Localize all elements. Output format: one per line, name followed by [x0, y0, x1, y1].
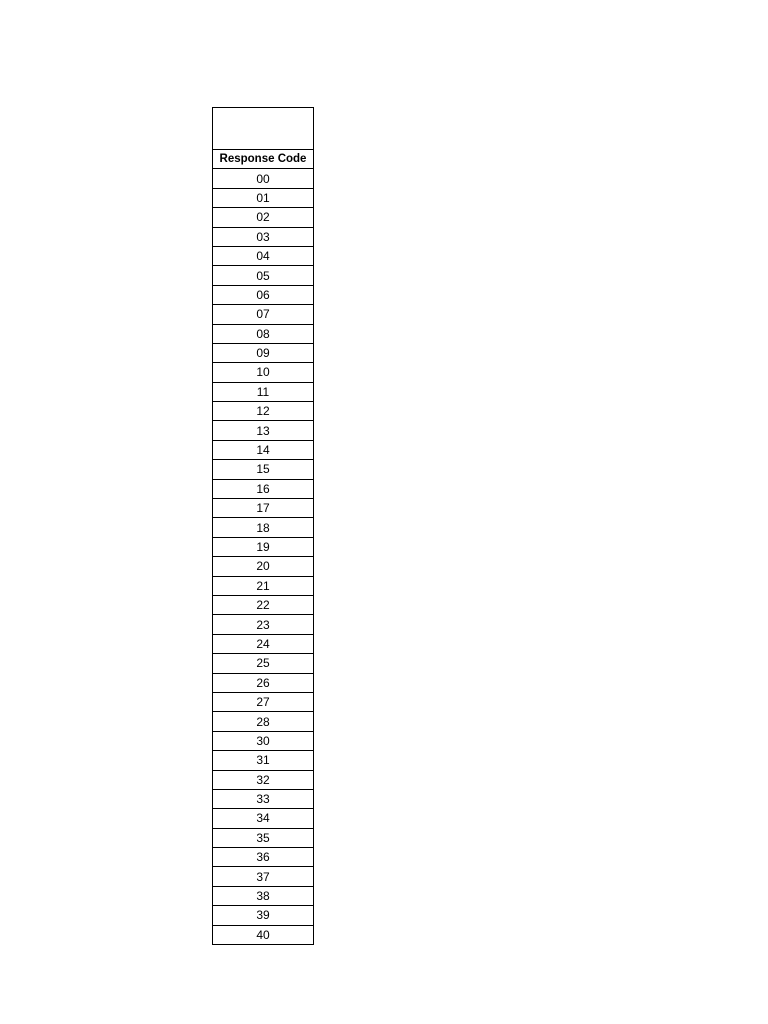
response-code-cell: 30	[213, 731, 314, 750]
table-row	[213, 227, 314, 246]
table-header-row	[213, 150, 314, 169]
response-code-cell: 10	[213, 363, 314, 382]
response-code-cell: 38	[213, 886, 314, 905]
response-code-cell: 39	[213, 906, 314, 925]
response-code-header: Response Code	[213, 150, 314, 169]
response-code-cell: 06	[213, 285, 314, 304]
response-code-cell: 03	[213, 227, 314, 246]
table-row	[213, 208, 314, 227]
table-row	[213, 925, 314, 944]
response-code-cell: 32	[213, 770, 314, 789]
response-code-cell: 07	[213, 305, 314, 324]
response-code-cell: 15	[213, 460, 314, 479]
response-code-cell: 28	[213, 712, 314, 731]
response-code-cell: 18	[213, 518, 314, 537]
response-code-cell: 01	[213, 188, 314, 207]
table-row	[213, 266, 314, 285]
table-row	[213, 789, 314, 808]
response-code-cell: 16	[213, 479, 314, 498]
response-code-cell: 35	[213, 828, 314, 847]
table-row	[213, 343, 314, 362]
response-code-cell: 14	[213, 440, 314, 459]
table-row	[213, 557, 314, 576]
response-code-cell: 34	[213, 809, 314, 828]
table-row	[213, 324, 314, 343]
response-code-cell: 33	[213, 789, 314, 808]
table-row	[213, 654, 314, 673]
table-row	[213, 460, 314, 479]
table-row	[213, 518, 314, 537]
response-code-cell: 40	[213, 925, 314, 944]
response-code-cell: 25	[213, 654, 314, 673]
response-code-cell: 17	[213, 499, 314, 518]
table-body	[213, 169, 314, 945]
table-row	[213, 363, 314, 382]
response-code-sheet	[212, 107, 314, 945]
table-row	[213, 692, 314, 711]
response-code-cell: 37	[213, 867, 314, 886]
table-row	[213, 188, 314, 207]
response-code-cell: 20	[213, 557, 314, 576]
response-code-cell: 05	[213, 266, 314, 285]
table-row	[213, 731, 314, 750]
table-row	[213, 402, 314, 421]
response-code-table	[212, 149, 314, 945]
table-row	[213, 421, 314, 440]
table-row	[213, 886, 314, 905]
table-row	[213, 382, 314, 401]
response-code-cell: 11	[213, 382, 314, 401]
table-row	[213, 285, 314, 304]
response-code-cell: 12	[213, 402, 314, 421]
response-code-cell: 02	[213, 208, 314, 227]
response-code-cell: 27	[213, 692, 314, 711]
response-code-cell: 21	[213, 576, 314, 595]
table-row	[213, 246, 314, 265]
table-row	[213, 751, 314, 770]
response-code-cell: 04	[213, 246, 314, 265]
response-code-cell: 36	[213, 848, 314, 867]
table-row	[213, 848, 314, 867]
response-code-cell: 08	[213, 324, 314, 343]
response-code-cell: 23	[213, 615, 314, 634]
table-row	[213, 770, 314, 789]
response-code-cell: 31	[213, 751, 314, 770]
table-row	[213, 867, 314, 886]
table-row	[213, 906, 314, 925]
response-code-cell: 19	[213, 537, 314, 556]
table-row	[213, 169, 314, 188]
table-row	[213, 305, 314, 324]
blank-header-cell	[212, 107, 314, 149]
table-row	[213, 595, 314, 614]
response-code-cell: 22	[213, 595, 314, 614]
table-row	[213, 673, 314, 692]
table-row	[213, 440, 314, 459]
table-row	[213, 828, 314, 847]
table-row	[213, 499, 314, 518]
table-row	[213, 537, 314, 556]
response-code-cell: 24	[213, 634, 314, 653]
table-row	[213, 576, 314, 595]
table-row	[213, 615, 314, 634]
table-row	[213, 809, 314, 828]
table-row	[213, 634, 314, 653]
response-code-cell: 00	[213, 169, 314, 188]
table-row	[213, 479, 314, 498]
response-code-cell: 09	[213, 343, 314, 362]
response-code-cell: 13	[213, 421, 314, 440]
response-code-cell: 26	[213, 673, 314, 692]
table-row	[213, 712, 314, 731]
